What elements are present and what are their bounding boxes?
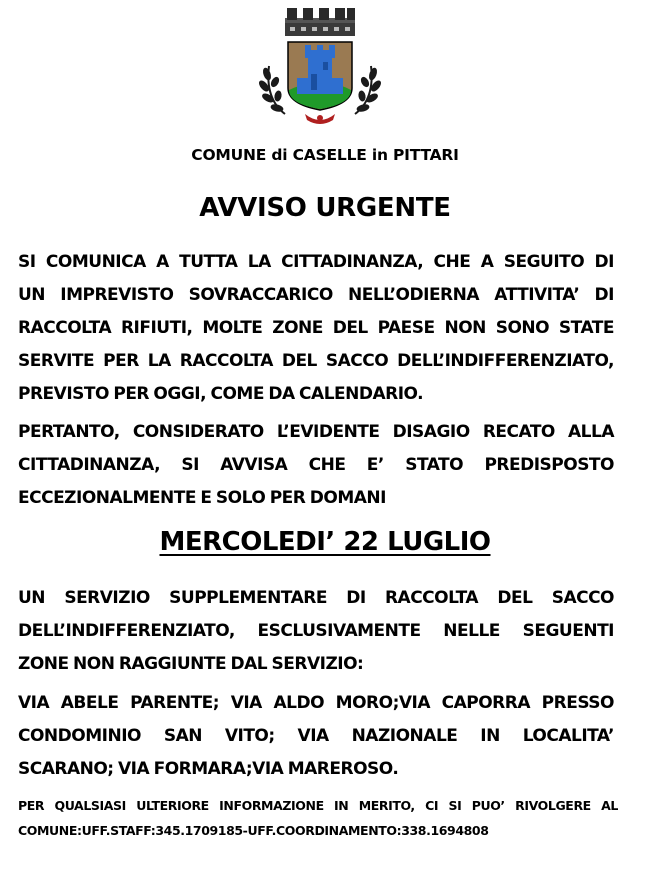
paragraph-line: UN SERVIZIO SUPPLEMENTARE DI RACCOLTA DEL SACCO [18, 588, 614, 608]
footer-line: PER QUALSIASI ULTERIORE INFORMAZIONE IN MERITO, CI SI PUO’ RIVOLGERE AL [18, 798, 618, 813]
paragraph-line: SI COMUNICA A TUTTA LA CITTADINANZA, CHE A SEGUITO DI [18, 252, 614, 272]
paragraph-line: RACCOLTA RIFIUTI, MOLTE ZONE DEL PAESE NON SONO STATE [18, 318, 614, 338]
paragraph-line: PREVISTO PER OGGI, COME DA CALENDARIO. [18, 384, 424, 404]
paragraph-service [18, 582, 614, 681]
paragraph-line: CONDOMINIO SAN VITO; VIA NAZIONALE IN LOCALITA’ [18, 726, 614, 746]
paragraph-line: DELL’INDIFFERENZIATO, ESCLUSIVAMENTE NELLE SEGUENTI [18, 621, 614, 641]
shield-icon [288, 42, 352, 110]
paragraph-line: PERTANTO, CONSIDERATO L’EVIDENTE DISAGIO RECATO ALLA [18, 422, 614, 442]
paragraph-line: SERVITE PER LA RACCOLTA DEL SACCO DELL’INDIFFERENZIATO, [18, 351, 614, 371]
service-date [0, 527, 650, 557]
notice-title: AVVISO URGENTE [199, 193, 451, 223]
paragraph-line: UN IMPREVISTO SOVRACCARICO NELL’ODIERNA ATTIVITA’ DI [18, 285, 614, 305]
paragraph-line: ECCEZIONALMENTE E SOLO PER DOMANI [18, 488, 386, 508]
coat-of-arms-icon [255, 4, 385, 130]
crown-icon [285, 8, 355, 36]
paragraph-therefore [18, 416, 614, 515]
paragraph-line: ZONE NON RAGGIUNTE DAL SERVIZIO: [18, 654, 364, 674]
service-date-text: MERCOLEDI’ 22 LUGLIO [159, 527, 491, 557]
municipality-name: COMUNE di CASELLE in PITTARI [191, 146, 459, 164]
footer-line: COMUNE:UFF.STAFF:345.1709185-UFF.COORDINAMENTO:338.1694808 [18, 823, 489, 838]
paragraph-streets [18, 687, 614, 786]
paragraph-announcement [18, 246, 614, 411]
ribbon-icon [305, 114, 335, 124]
paragraph-line: VIA ABELE PARENTE; VIA ALDO MORO;VIA CAPORRA PRESSO [18, 693, 614, 713]
paragraph-line: CITTADINANZA, SI AVVISA CHE E’ STATO PREDISPOSTO [18, 455, 614, 475]
contact-footer [18, 793, 618, 843]
paragraph-line: SCARANO; VIA FORMARA;VIA MAREROSO. [18, 759, 399, 779]
